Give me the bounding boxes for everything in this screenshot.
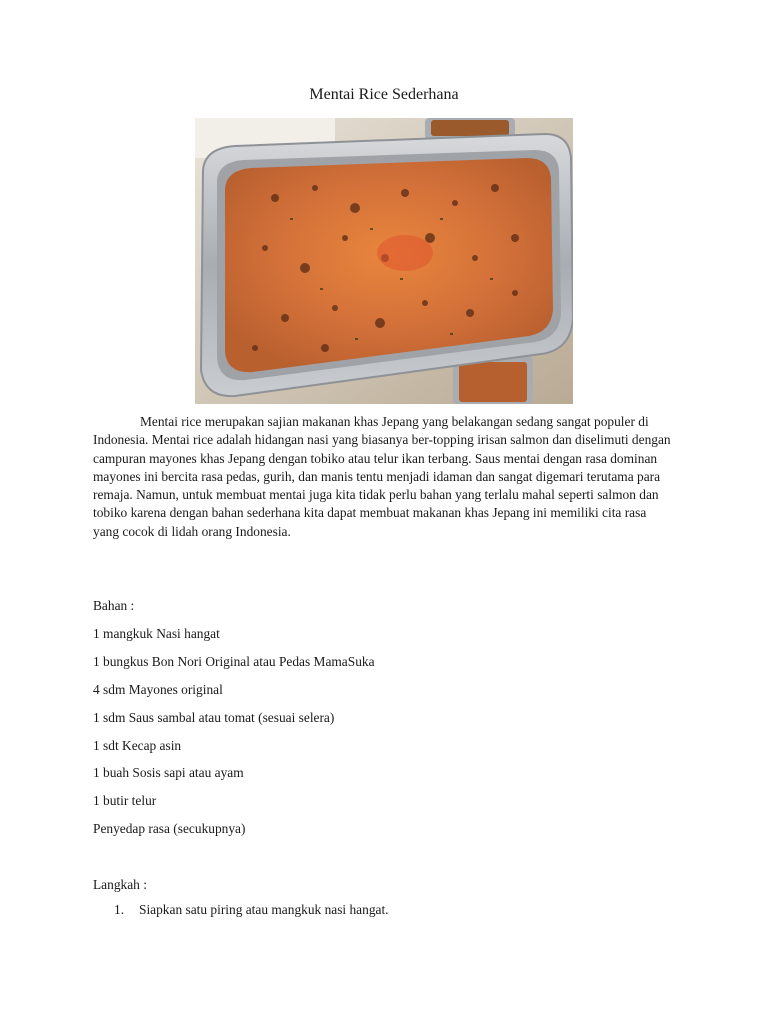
langkah-heading: Langkah : (93, 877, 147, 892)
bahan-item: 1 sdm Saus sambal atau tomat (sesuai selera) (93, 710, 335, 725)
bahan-item: 1 bungkus Bon Nori Original atau Pedas MamaSuka (93, 654, 375, 669)
step-item (93, 902, 389, 918)
step-number: 1. (114, 902, 125, 917)
step-text: Siapkan satu piring atau mangkuk nasi hangat. (139, 902, 389, 917)
document-title: Mentai Rice Sederhana (309, 86, 459, 103)
mentai-rice-photo (195, 118, 573, 404)
bahan-item: 4 sdm Mayones original (93, 682, 223, 697)
mentai-rice-image (195, 118, 573, 404)
bahan-item: 1 sdt Kecap asin (93, 738, 182, 753)
bahan-heading: Bahan : (93, 598, 135, 613)
bahan-item: 1 buah Sosis sapi atau ayam (93, 765, 244, 780)
bahan-item: Penyedap rasa (secukupnya) (93, 821, 246, 836)
bahan-item: 1 butir telur (93, 793, 157, 808)
steps-list (93, 902, 389, 918)
bahan-item: 1 mangkuk Nasi hangat (93, 626, 220, 641)
intro-paragraph: Mentai rice merupakan sajian makanan khas Jepang yang belakangan sedang sangat populer di Indonesia. Mentai rice adalah hidangan nasi yang biasanya ber-topping irisan salmon dan diselimuti dengan campuran mayones khas Jepang dengan tobiko atau telur ikan terbang. Saus mentai dengan rasa dominan mayones ini bercita rasa pedas, gurih, dan manis tentu menjadi idaman dan sangat digemari terutama para remaja. Namun, untuk membuat mentai juga kita tidak perlu bahan yang terlalu mahal seperti salmon dan tobiko karena dengan bahan sederhana kita dapat membuat makanan khas Jepang ini memiliki cita rasa yang cocok di lidah orang Indonesia. (93, 414, 671, 539)
